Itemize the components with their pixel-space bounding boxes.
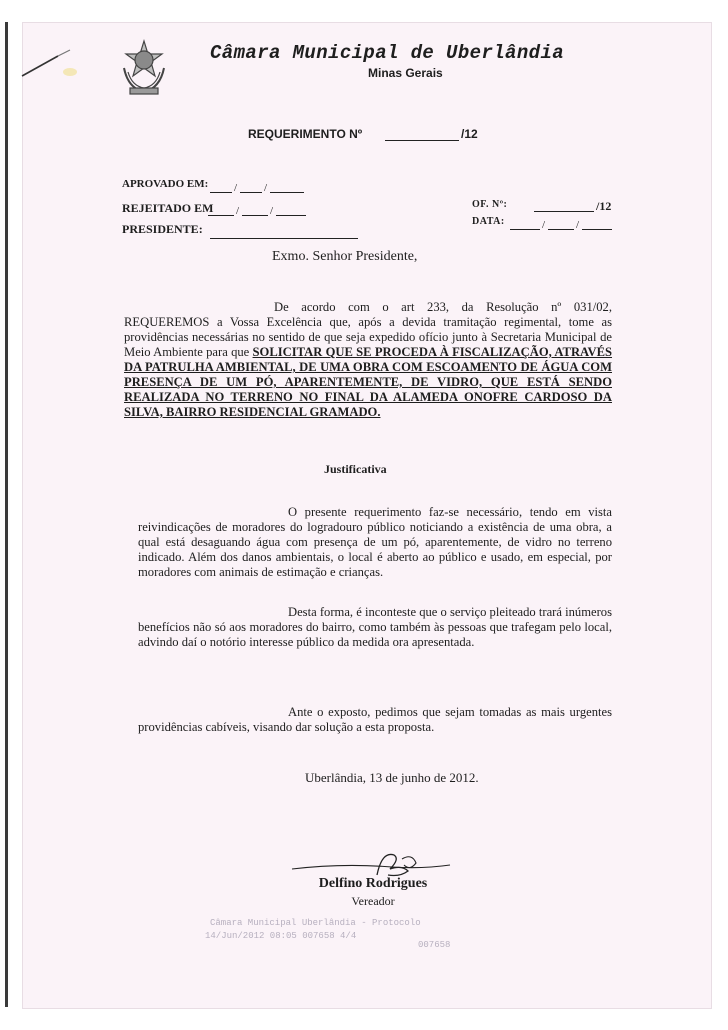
aprovado-label: APROVADO EM: [122,178,209,190]
data-year-line [582,229,612,230]
rejeitado-label: REJEITADO EM [122,201,214,215]
data-month-line [548,229,574,230]
greeting: Exmo. Senhor Presidente, [272,249,418,264]
header-title: Câmara Municipal de Uberlândia [210,42,565,64]
protocol-stamp-line2: 14/Jun/2012 08:05 007658 4/4 [205,931,357,941]
presidente-signature-line [210,238,358,239]
requerimento-label: REQUERIMENTO Nº [248,127,363,141]
aprovado-year-line [270,192,304,193]
data-day-line [510,229,540,230]
protocol-stamp-line1: Câmara Municipal Uberlândia - Protocolo [210,918,421,928]
closing-paragraph: Ante o exposto, pedimos que sejam tomadas as mais urgentes providências cabíveis, visando dar solução a esta proposta. [138,705,612,734]
data-label: DATA: [472,216,505,227]
scan-edge [5,22,8,1007]
protocol-stamp-number: 007658 [418,940,451,950]
request-text: De acordo com o art 233, da Resolução nº 031/02, REQUEREMOS a Vossa Excelência que, após a devida tramitação regimental, tome as providências necessárias no sentido de que seja expedido ofício junto à Secretaria Municipal de Meio Ambiente para que [124,300,612,359]
signatory-name: Delfino Rodrigues [318,876,428,891]
request-emphasis: SOLICITAR QUE SE PROCEDA À FISCALIZAÇÃO, ATRAVÉS DA PATRULHA AMBIENTAL, DE UMA OBRA COM ESCOAMENTO DE ÁGUA COM PRESENÇA DE UM PÓ, APARENTEMENTE, DE VIDRO, QUE ESTÁ SENDO REALIZADA NO TERRENO NO FINAL DA ALAMEDA ONOFRE CARDOSO DA SILVA, BAIRRO RESIDENCIAL GRAMADO. [124,345,613,419]
oficio-number-line [534,211,594,212]
date-slash: / [542,219,546,231]
oficio-label: OF. Nº: [472,199,508,210]
requerimento-suffix: /12 [461,127,478,141]
benefits-paragraph: Desta forma, é inconteste que o serviço pleiteado trará inúmeros benefícios não só aos moradores do bairro, como também às pessoas que trafegam pelo local, advindo daí o notório interesse público da medida ora apresentada. [138,605,612,649]
justification-paragraph: O presente requerimento faz-se necessário, tendo em vista reivindicações de moradores do logradouro público noticiando a existência de uma obra, a qual está desaguando água com presença de um pó, aparentemente, de vidro no terreno indicado. Além dos danos ambientais, o local é aberto ao público e usado, em especial, por moradores com animais de estimação e crianças. [138,505,612,579]
rejeitado-year-line [276,215,306,216]
date-slash: / [236,205,240,217]
date-slash: / [270,205,274,217]
oficio-suffix: /12 [596,199,612,213]
presidente-label: PRESIDENTE: [122,222,203,236]
aprovado-month-line [240,192,262,193]
header-subtitle: Minas Gerais [368,66,443,80]
date-line: Uberlândia, 13 de junho de 2012. [305,770,479,785]
requerimento-number-line [385,140,459,141]
pen-mark-icon [18,42,78,82]
date-slash: / [264,182,268,194]
rejeitado-month-line [242,215,268,216]
aprovado-day-line [210,192,232,193]
date-slash: / [576,219,580,231]
date-slash: / [234,182,238,194]
coat-of-arms-icon [118,38,170,98]
justificativa-title: Justificativa [324,462,387,476]
rejeitado-day-line [208,215,234,216]
signatory-role: Vereador [351,894,395,908]
request-paragraph [124,300,612,420]
